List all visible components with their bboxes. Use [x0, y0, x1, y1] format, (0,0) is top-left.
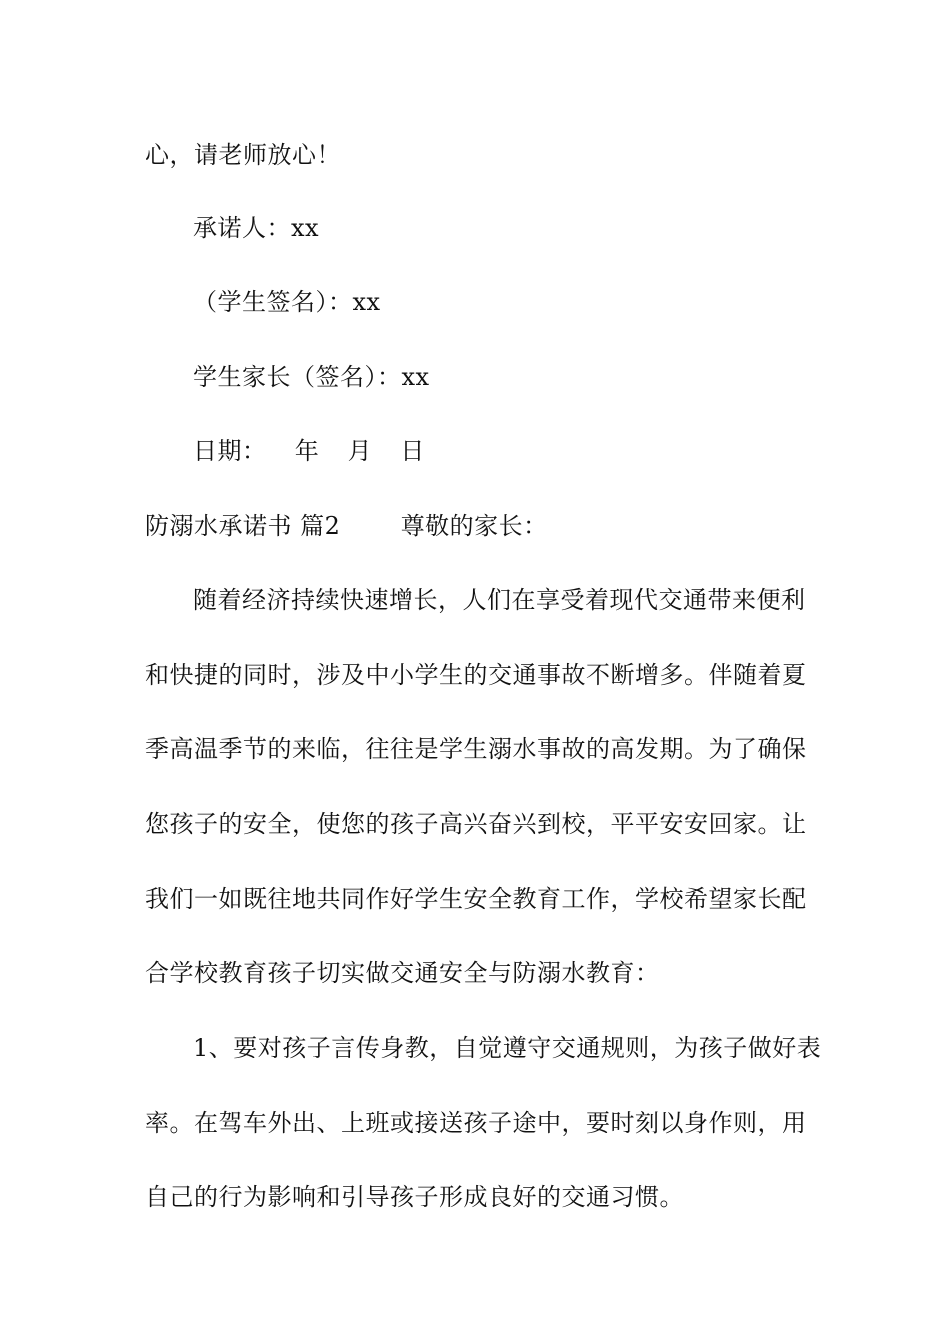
date-label: 日期： [193, 437, 267, 465]
date-year: 年 [294, 437, 320, 465]
greeting: 尊敬的家长： [400, 512, 548, 540]
date-month: 月 [347, 437, 373, 465]
section-heading-line [145, 511, 548, 541]
paragraph-line: 和快捷的同时，涉及中小学生的交通事故不断增多。伴随着夏 [145, 661, 807, 689]
paragraph-line: 合学校教育孩子切实做交通安全与防溺水教育： [145, 959, 660, 987]
paragraph-line: 您孩子的安全，使您的孩子高兴奋兴到校，平平安安回家。让 [145, 810, 807, 838]
paragraph-line: 季高温季节的来临，往往是学生溺水事故的高发期。为了确保 [145, 735, 807, 763]
parent-signature-line: 学生家长（签名）：xx [193, 363, 430, 391]
closing-line: 心，请老师放心！ [145, 141, 341, 169]
paragraph-line: 自己的行为影响和引导孩子形成良好的交通习惯。 [145, 1183, 684, 1211]
paragraph-line: 我们一如既往地共同作好学生安全教育工作，学校希望家长配 [145, 885, 807, 913]
date-line [193, 436, 425, 466]
student-signature-line: （学生签名）：xx [193, 288, 381, 316]
promiser-line: 承诺人：xx [193, 214, 320, 242]
paragraph-line: 1、要对孩子言传身教，自觉遵守交通规则，为孩子做好表 [193, 1034, 822, 1062]
section-title: 防溺水承诺书 篇2 [145, 512, 341, 540]
date-day: 日 [400, 437, 425, 465]
paragraph-line: 率。在驾车外出、上班或接送孩子途中，要时刻以身作则，用 [145, 1109, 807, 1137]
paragraph-line: 随着经济持续快速增长，人们在享受着现代交通带来便利 [193, 586, 806, 614]
